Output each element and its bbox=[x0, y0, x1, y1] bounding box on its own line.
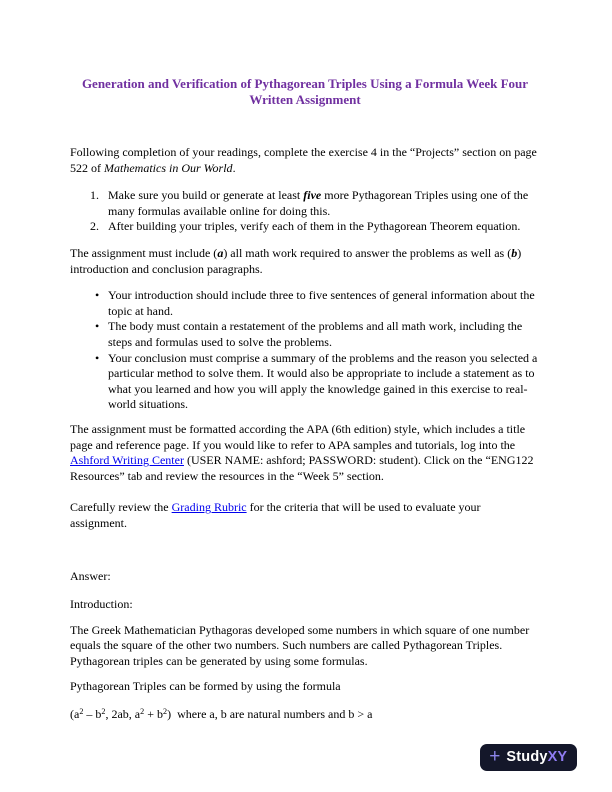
list-item-text bbox=[108, 188, 540, 219]
formula-lead: Pythagorean Triples can be formed by using the formula bbox=[70, 679, 341, 694]
formula-seg: (a bbox=[70, 707, 80, 722]
numbered-list bbox=[70, 188, 540, 235]
bullet-text: The body must contain a restatement of the problems and all math work, including the steps and formulas used to solve the problems. bbox=[108, 319, 523, 349]
formula-line bbox=[70, 707, 540, 724]
formula-seg: , 2ab, a bbox=[105, 707, 141, 722]
list-item-text: After building your triples, verify each of them in the Pythagorean Theorem equation. bbox=[108, 219, 521, 234]
apa-text-b: (USER NAME: ashford; PASSWORD: student). Click on the “ENG122 Resources” tab and review the resources in the “Week 5” section. bbox=[70, 453, 534, 483]
bullet-item-3 bbox=[70, 351, 540, 413]
apa-text-a: The assignment must be formatted according the APA (6th edition) style, which includes a title page and reference page. If you would like to refer to APA samples and tutorials, log into the bbox=[70, 421, 526, 452]
rubric-text-b: for the criteria that will be used to evaluate your assignment. bbox=[70, 500, 481, 530]
paragraph-apa bbox=[70, 422, 540, 484]
logo-text-primary: Study bbox=[506, 748, 548, 765]
include-text-a: The assignment must include ( bbox=[70, 245, 218, 260]
list-item-2 bbox=[70, 219, 540, 235]
book-title: Mathematics in Our World bbox=[104, 160, 233, 175]
superscript-2: 2 bbox=[163, 707, 168, 717]
plus-icon: + bbox=[489, 746, 501, 767]
answer-label: Answer: bbox=[70, 569, 111, 584]
item1-text-b: more Pythagorean Triples using one of the many formulas available online for doing this. bbox=[108, 188, 529, 218]
rubric-text-a: Carefully review the bbox=[70, 500, 172, 515]
bullet-marker: • bbox=[95, 350, 100, 365]
bullet-text: Your conclusion must comprise a summary of the problems and the reason you selected a particular method to solve them. It would also be appropriate to include a statement as to what you learned and how you will apply the knowledge gained in this exercise to real-world situations. bbox=[108, 350, 538, 412]
readings-period: . bbox=[232, 160, 236, 175]
list-number: 1. bbox=[90, 188, 99, 203]
paragraph-rubric bbox=[70, 500, 540, 531]
bullet-item-1 bbox=[70, 288, 540, 319]
bullet-marker: • bbox=[95, 319, 100, 334]
bullet-item-2 bbox=[70, 319, 540, 350]
emphasis-five: five bbox=[303, 188, 322, 203]
emphasis-b: b bbox=[511, 245, 518, 260]
superscript-2: 2 bbox=[140, 707, 145, 717]
document-content bbox=[70, 76, 540, 724]
bullet-list bbox=[70, 288, 540, 413]
superscript-2: 2 bbox=[79, 707, 84, 717]
assignment-title: Generation and Verification of Pythagorean Triples Using a Formula Week Four Written Assignment bbox=[81, 76, 529, 107]
bullet-marker: • bbox=[95, 288, 100, 303]
paragraph-include bbox=[70, 246, 540, 277]
introduction-label: Introduction: bbox=[70, 597, 133, 612]
paragraph-readings bbox=[70, 145, 540, 176]
grading-rubric-link[interactable]: Grading Rubric bbox=[171, 500, 247, 515]
emphasis-a: a bbox=[217, 245, 224, 260]
include-text-c: ) introduction and conclusion paragraphs. bbox=[70, 245, 522, 276]
readings-text: Following completion of your readings, complete the exercise 4 in the “Projects” section on page 522 of bbox=[70, 145, 537, 175]
bullet-text: Your introduction should include three to five sentences of general information about the topic at hand. bbox=[108, 288, 535, 318]
studyxy-logo[interactable] bbox=[480, 744, 577, 771]
superscript-2: 2 bbox=[101, 707, 106, 717]
formula-seg: + b bbox=[144, 707, 163, 722]
item1-text-a: Make sure you build or generate at least bbox=[108, 188, 304, 203]
ashford-writing-center-link[interactable]: Ashford Writing Center bbox=[70, 453, 184, 468]
formula-seg: – b bbox=[83, 707, 102, 722]
paragraph-pythagoras: The Greek Mathematician Pythagoras developed some numbers in which square of one number equals the square of the other two numbers. Such numbers are called Pythagorean Triples. Pythagorean triples can be generated by using some formulas. bbox=[70, 622, 530, 668]
list-item-1 bbox=[70, 188, 540, 219]
list-number: 2. bbox=[90, 219, 99, 234]
include-text-b: ) all math work required to answer the problems as well as ( bbox=[223, 245, 512, 260]
formula-seg: ) where a, b are natural numbers and b > a bbox=[167, 707, 373, 722]
logo-text-accent: XY bbox=[547, 748, 567, 765]
